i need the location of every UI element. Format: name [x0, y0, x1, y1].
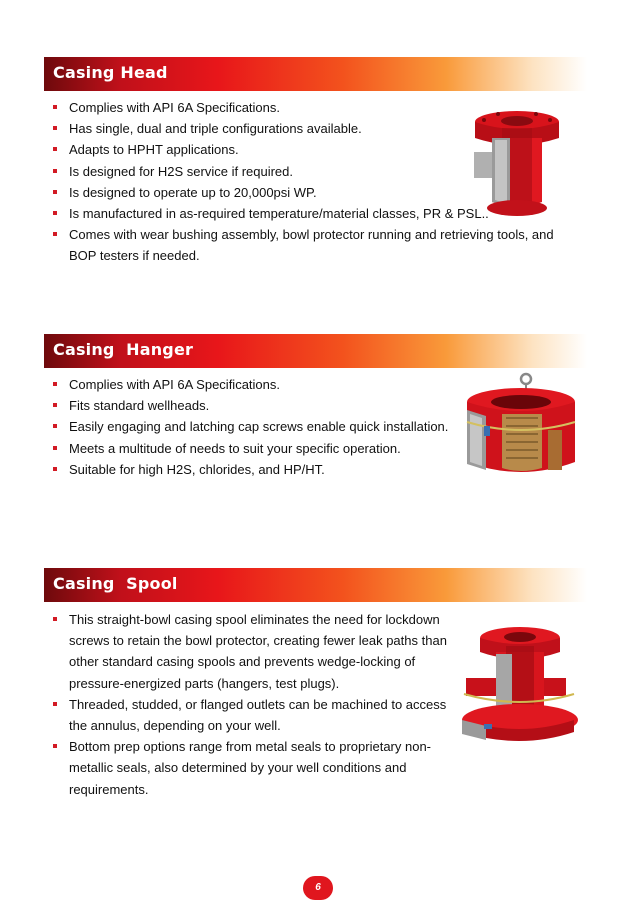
- bullet-square-icon: [53, 169, 57, 173]
- bullet-square-icon: [53, 744, 57, 748]
- casing-spool-cutaway-icon: [456, 624, 578, 746]
- list-item: Complies with API 6A Specifications.: [52, 97, 562, 118]
- list-item: Easily engaging and latching cap screws enable quick installation.: [52, 416, 462, 437]
- section-title: Casing Head: [53, 63, 168, 82]
- list-item: Is manufactured in as-required temperature/material classes, PR & PSL..: [52, 203, 562, 224]
- bullet-square-icon: [53, 147, 57, 151]
- list-item: Suitable for high H2S, chlorides, and HP/HT.: [52, 459, 462, 480]
- section-banner: [44, 568, 587, 602]
- section-title: Casing Spool: [53, 574, 178, 593]
- page-number-badge: 6: [303, 876, 333, 900]
- list-item: Complies with API 6A Specifications.: [52, 374, 462, 395]
- list-item: This straight-bowl casing spool eliminates the need for lockdown screws to retain the bowl protector, creating fewer leak paths than other standard casing spools and prevents wedge-locking of pressure-energized parts (hangers, test plugs).: [52, 609, 450, 694]
- casing-hanger-cutaway-icon: [462, 370, 580, 482]
- bullet-square-icon: [53, 105, 57, 109]
- bullet-square-icon: [53, 424, 57, 428]
- bullet-list: [52, 609, 450, 800]
- list-item: Bottom prep options range from metal seals to proprietary non-metallic seals, also determined by your well conditions and requirements.: [52, 736, 450, 800]
- bullet-square-icon: [53, 446, 57, 450]
- casing-head-cutaway-icon: [462, 108, 562, 220]
- bullet-square-icon: [53, 232, 57, 236]
- bullet-square-icon: [53, 190, 57, 194]
- bullet-square-icon: [53, 467, 57, 471]
- list-item: Meets a multitude of needs to suit your specific operation.: [52, 438, 462, 459]
- list-item: Comes with wear bushing assembly, bowl protector running and retrieving tools, and BOP testers if needed.: [52, 224, 562, 266]
- bullet-square-icon: [53, 211, 57, 215]
- bullet-square-icon: [53, 126, 57, 130]
- bullet-square-icon: [53, 702, 57, 706]
- section-banner: [44, 334, 587, 368]
- bullet-square-icon: [53, 403, 57, 407]
- list-item: Is designed for H2S service if required.: [52, 161, 562, 182]
- bullet-list: [52, 374, 462, 480]
- section-title: Casing Hanger: [53, 340, 194, 359]
- bullet-square-icon: [53, 617, 57, 621]
- list-item: Has single, dual and triple configurations available.: [52, 118, 562, 139]
- list-item: Adapts to HPHT applications.: [52, 139, 562, 160]
- section-banner: [44, 57, 587, 91]
- bullet-square-icon: [53, 382, 57, 386]
- list-item: Is designed to operate up to 20,000psi WP.: [52, 182, 562, 203]
- list-item: Threaded, studded, or flanged outlets can be machined to access the annulus, depending on your well.: [52, 694, 450, 736]
- list-item: Fits standard wellheads.: [52, 395, 462, 416]
